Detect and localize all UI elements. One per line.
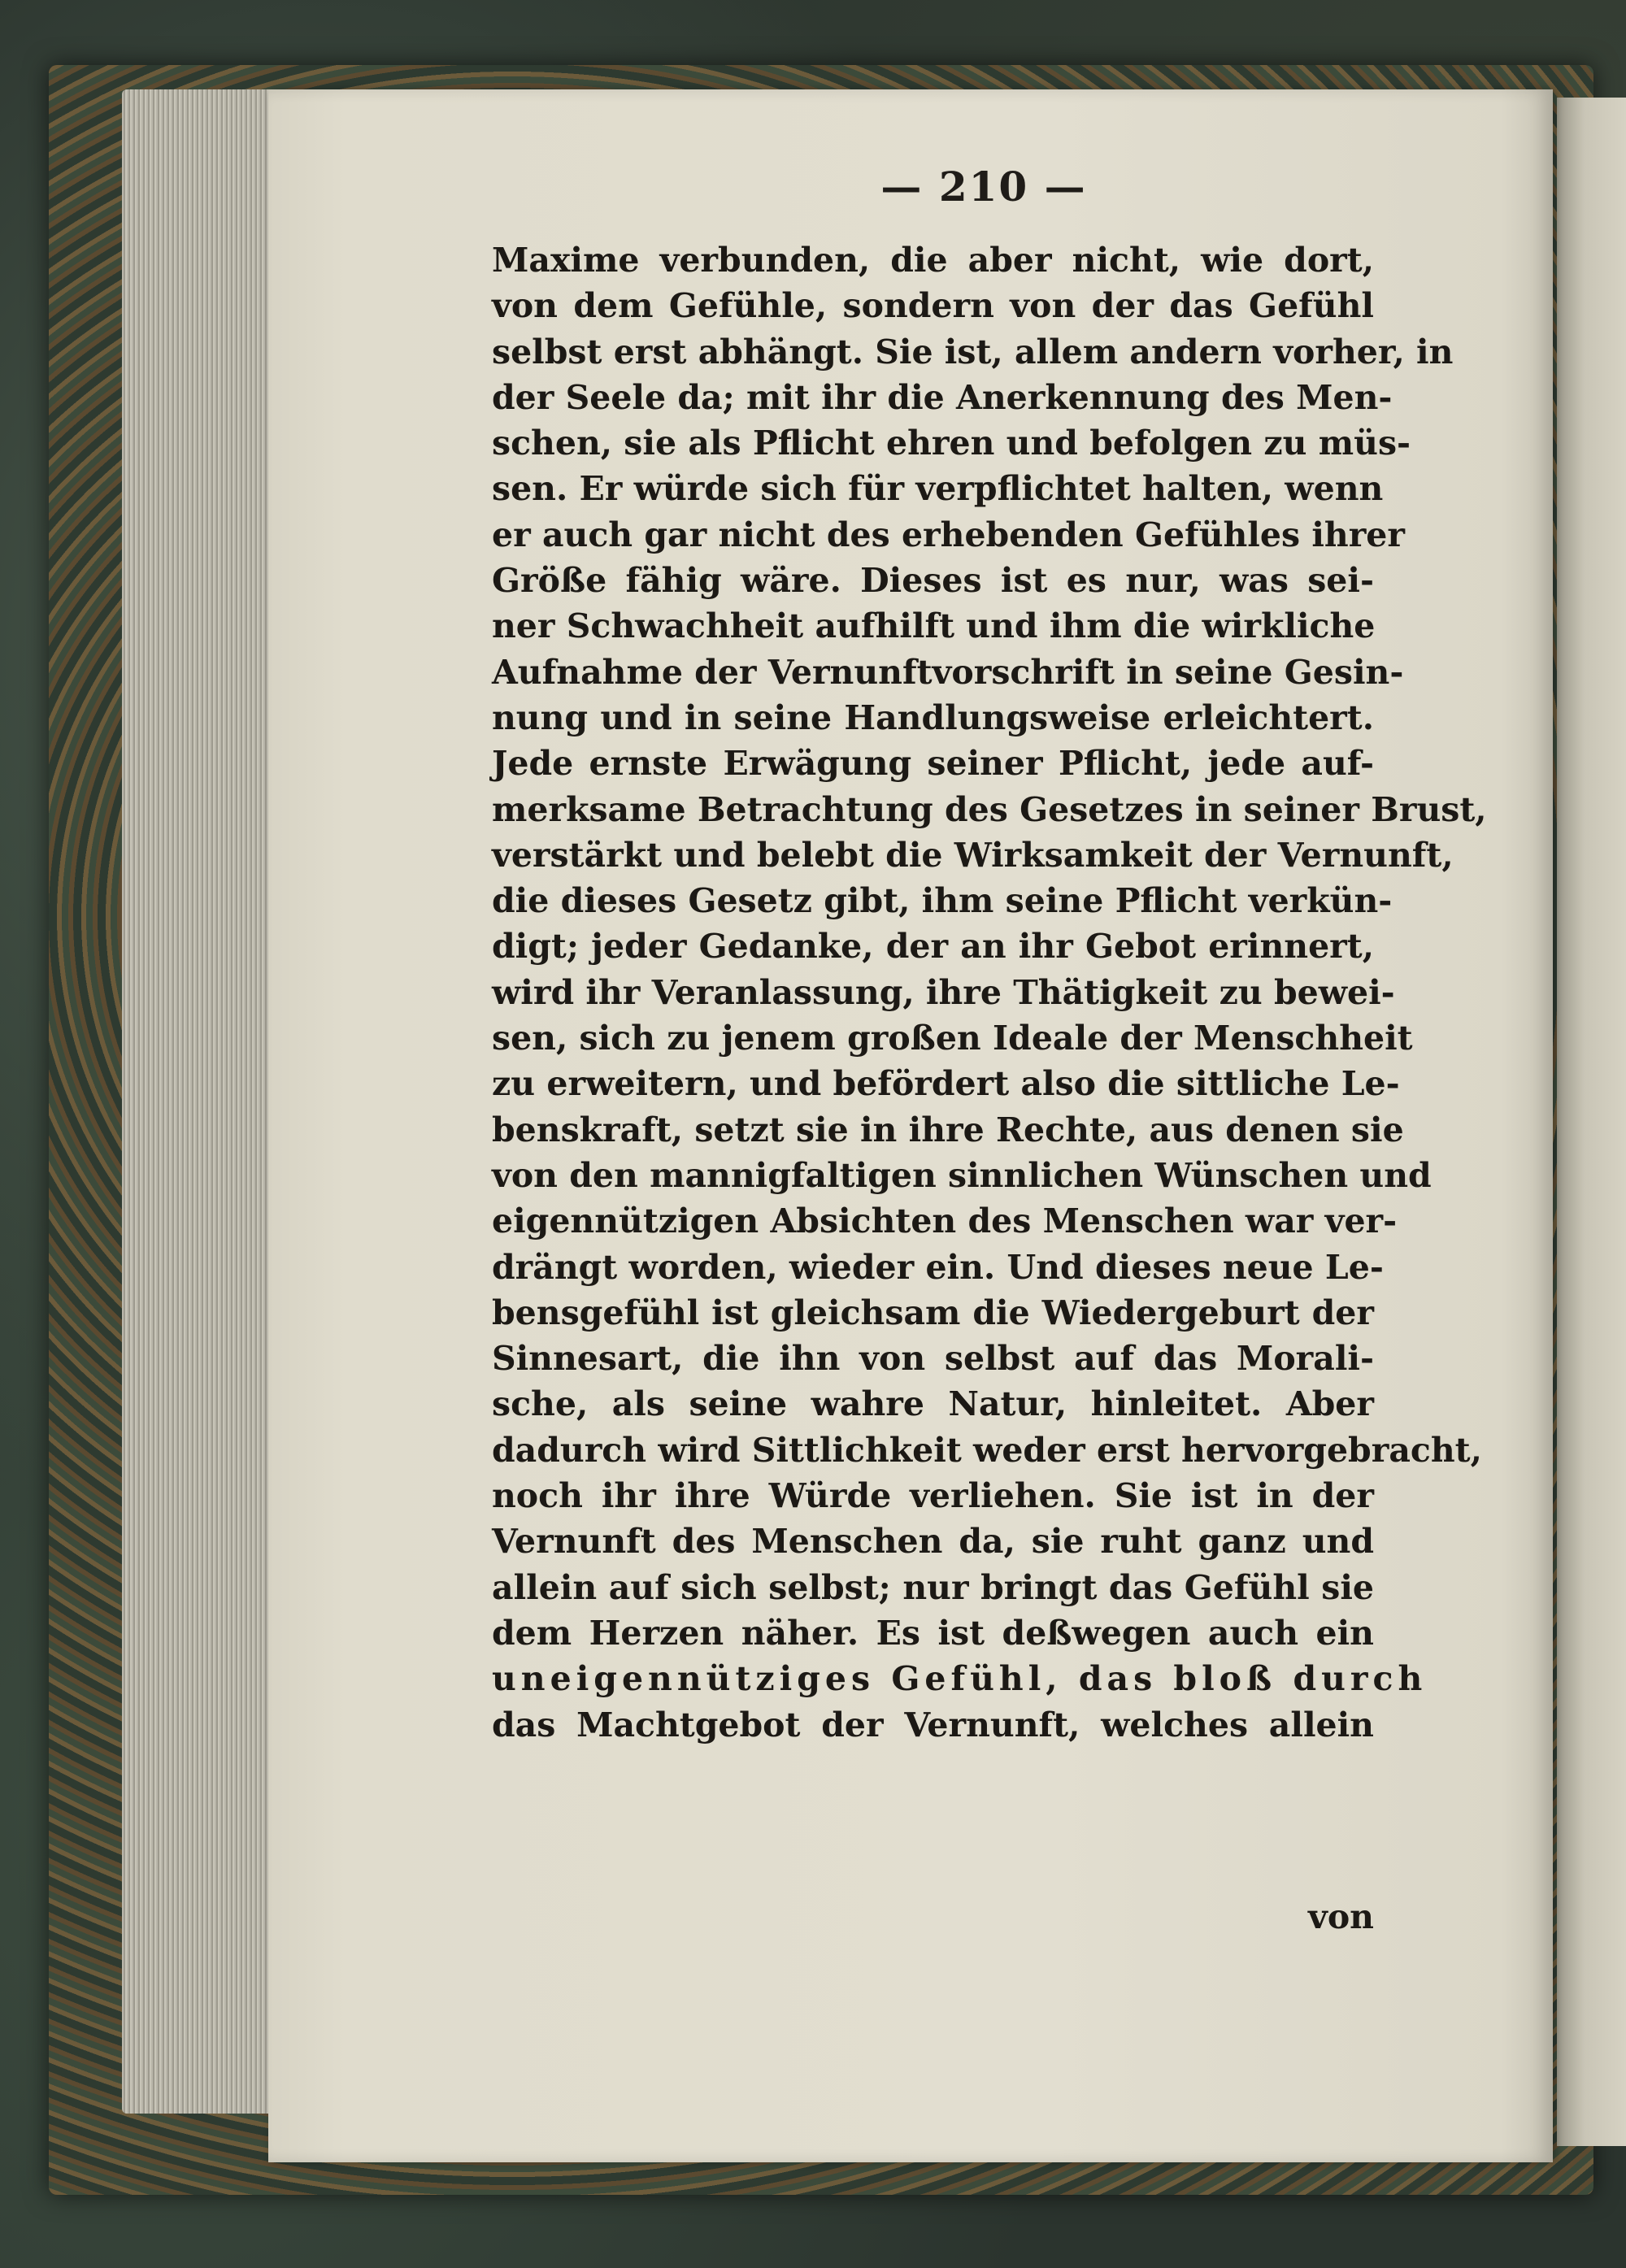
text-line: Jede ernste Erwägung seiner Pflicht, jede auf- bbox=[492, 744, 1374, 784]
text-line: bensgefühl ist gleichsam die Wiedergeburt der bbox=[492, 1293, 1374, 1332]
text-line: Sinnesart, die ihn von selbst auf das Morali- bbox=[492, 1339, 1374, 1379]
text-line: Maxime verbunden, die aber nicht, wie dort, bbox=[492, 241, 1374, 280]
facing-page-edge bbox=[1557, 98, 1626, 2146]
text-line: selbst erst abhängt. Sie ist, allem andern vorher, in bbox=[492, 332, 1454, 371]
text-line: digt; jeder Gedanke, der an ihr Gebot erinnert, bbox=[492, 927, 1374, 967]
text-line: er auch gar nicht des erhebenden Gefühles ihrer bbox=[492, 515, 1405, 554]
text-line: sche, als seine wahre Natur, hinleitet. Aber bbox=[492, 1384, 1374, 1424]
text-line: Aufnahme der Vernunftvorschrift in seine Gesin- bbox=[492, 652, 1404, 692]
text-line: verstärkt und belebt die Wirksamkeit der Vernunft, bbox=[492, 835, 1454, 875]
text-line: benskraft, setzt sie in ihre Rechte, aus denen sie bbox=[492, 1110, 1404, 1149]
text-line: das Machtgebot der Vernunft, welches allein bbox=[492, 1705, 1374, 1744]
text-line: uneigennütziges Gefühl, das bloß durch bbox=[492, 1659, 1428, 1699]
text-line: von dem Gefühle, sondern von der das Gefühl bbox=[492, 286, 1374, 326]
text-line: ner Schwachheit aufhilft und ihm die wirkliche bbox=[492, 606, 1376, 646]
text-line: sen, sich zu jenem großen Ideale der Menschheit bbox=[492, 1019, 1413, 1058]
text-line: allein auf sich selbst; nur bringt das Gefühl sie bbox=[492, 1567, 1374, 1607]
text-line: Vernunft des Menschen da, sie ruht ganz und bbox=[492, 1522, 1374, 1562]
text-line: nung und in seine Handlungsweise erleichtert. bbox=[492, 697, 1374, 737]
text-line: eigennützigen Absichten des Menschen war ver- bbox=[492, 1201, 1398, 1241]
text-line: zu erweitern, und befördert also die sittliche Le- bbox=[492, 1064, 1400, 1104]
text-line: von den mannigfaltigen sinnlichen Wünschen und bbox=[492, 1155, 1432, 1195]
text-line: dem Herzen näher. Es ist deßwegen auch ein bbox=[492, 1613, 1374, 1653]
text-line: der Seele da; mit ihr die Anerkennung des Men- bbox=[492, 377, 1393, 417]
body-text bbox=[492, 237, 1487, 1748]
text-line: dadurch wird Sittlichkeit weder erst hervorgebracht, bbox=[492, 1430, 1482, 1470]
text-line: drängt worden, wieder ein. Und dieses neue Le- bbox=[492, 1247, 1384, 1287]
text-line: die dieses Gesetz gibt, ihm seine Pflicht verkün- bbox=[492, 881, 1393, 921]
text-line: wird ihr Veranlassung, ihre Thätigkeit zu bewei- bbox=[492, 972, 1395, 1012]
text-line: noch ihr ihre Würde verliehen. Sie ist in der bbox=[492, 1476, 1374, 1516]
text-line: merksame Betrachtung des Gesetzes in seiner Brust, bbox=[492, 789, 1487, 829]
text-line: Größe fähig wäre. Dieses ist es nur, was sei- bbox=[492, 561, 1374, 601]
text-line: sen. Er würde sich für verpflichtet halten, wenn bbox=[492, 469, 1384, 509]
page-number: — 210 — bbox=[880, 163, 1087, 211]
text-line: schen, sie als Pflicht ehren und befolgen zu müs- bbox=[492, 424, 1411, 463]
catchword: von bbox=[1308, 1897, 1374, 1936]
